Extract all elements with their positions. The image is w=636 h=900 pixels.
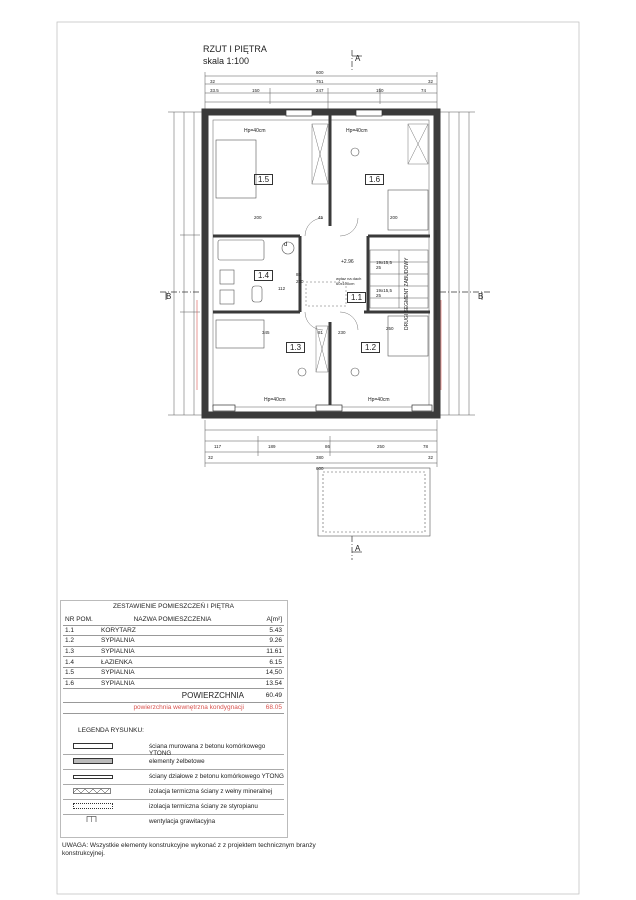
dim-inner-8: 250 — [386, 326, 394, 331]
room-tag-1-1: 1.1 — [347, 292, 366, 303]
legend-item — [63, 755, 284, 770]
table-row — [63, 667, 284, 678]
dim-inner-3: 200 — [390, 215, 398, 220]
dim-bottom-detail-5: 78 — [423, 444, 429, 449]
hp-label-bottom-right: Hp=40cm — [368, 397, 390, 403]
dim-top-mid-3: 32 — [428, 79, 434, 84]
drawing-title: RZUT I PIĘTRA — [203, 44, 267, 54]
total-row — [63, 689, 284, 703]
table-row — [63, 625, 284, 636]
dim-bottom-detail-1: 117 — [214, 444, 222, 449]
legend-item — [63, 815, 284, 829]
terrace-outline — [318, 468, 430, 536]
header-name: NAZWA POMIESZCZENIA — [99, 615, 246, 625]
legend-item — [63, 770, 284, 785]
cell-area: 13.54 — [246, 678, 284, 689]
section-a-top-label: A — [355, 54, 361, 63]
legend-item — [63, 800, 284, 815]
dim-top-mid-1: 32 — [210, 79, 216, 84]
header-area: A[m²] — [246, 615, 284, 625]
dim-top-mid-2: 751 — [316, 79, 324, 84]
cell-area: 11.61 — [246, 646, 284, 657]
hp-label-top-left: Hp=40cm — [244, 128, 266, 134]
room-table-header — [63, 615, 284, 625]
section-b-left-label: B — [166, 292, 172, 301]
cell-nr: 1.3 — [63, 646, 99, 657]
hp-label-bottom-left: Hp=40cm — [264, 397, 286, 403]
cell-nr: 1.1 — [63, 625, 99, 636]
dim-bottom-total: 600 — [316, 466, 324, 471]
table-row — [63, 636, 284, 647]
legend-text: ściany działowe z betonu komórkowego YTONG — [149, 773, 284, 780]
dim-bottom-mid-2: 380 — [316, 455, 324, 460]
dim-bottom-mid-3: 32 — [428, 455, 434, 460]
room-tag-1-3: 1.3 — [286, 342, 305, 353]
legend-symbol-concrete — [73, 758, 113, 764]
internal-area-label: powierzchnia wewnętrzna kondygnacji — [99, 703, 246, 714]
legend-text: elementy żelbetowe — [149, 758, 205, 765]
cell-area: 5.43 — [246, 625, 284, 636]
legend-symbol-ventilation — [73, 816, 111, 822]
table-row — [63, 646, 284, 657]
attic-hatch-label: wyłaz na dach 60x100cm — [336, 276, 362, 286]
dim-top-detail-1: 33.5 — [210, 88, 219, 93]
cell-nr: 1.4 — [63, 657, 99, 668]
dim-inner-9: 81 — [318, 330, 324, 335]
stair-label-1: 19x15,5 25 — [376, 260, 393, 270]
dim-top-total: 600 — [316, 70, 324, 75]
cell-name: SYPIALNIA — [99, 636, 246, 647]
section-line-a — [352, 50, 362, 560]
left-dimension-lines — [168, 112, 205, 415]
dim-inner-2: 45 — [318, 215, 324, 220]
dim-bottom-mid-1: 32 — [208, 455, 214, 460]
total-value: 60.49 — [246, 689, 284, 703]
room-tag-1-4: 1.4 — [254, 270, 273, 281]
table-row — [63, 678, 284, 689]
legend-text: izolacja termiczna ściany ze styropianu — [149, 803, 258, 810]
section-b-right-label: B — [478, 292, 484, 301]
dim-bottom-detail-2: 189 — [268, 444, 276, 449]
dim-bottom-detail-4: 250 — [377, 444, 385, 449]
dim-top-detail-3: 247 — [316, 88, 324, 93]
cell-area: 9.26 — [246, 636, 284, 647]
room-tag-1-6: 1.6 — [365, 174, 384, 185]
total-label: POWIERZCHNIA — [99, 689, 246, 703]
table-row — [63, 657, 284, 668]
dim-bottom-detail-3: 86 — [325, 444, 331, 449]
drawing-scale: skala 1:100 — [203, 56, 250, 66]
staircase — [370, 250, 428, 308]
legend-symbol-partition — [73, 775, 113, 779]
cell-name: ŁAZIENKA — [99, 657, 246, 668]
dim-top-detail-4: 150 — [376, 88, 384, 93]
dim-inner-7: 345 — [262, 330, 270, 335]
note-text: UWAGA: Wszystkie elementy konstrukcyjne wykonać z z projektem technicznym branży konstrukcyjnej. — [62, 842, 316, 857]
cell-nr: 1.5 — [63, 667, 99, 678]
legend-text: izolacja termiczna ściany z wełny mineralnej — [149, 788, 273, 795]
furniture-beds — [216, 140, 428, 356]
cell-area: 6.15 — [246, 657, 284, 668]
cell-name: SYPIALNIA — [99, 667, 246, 678]
neighbor-segment-label: DRUGI SEGMENT ZABUDOWY — [404, 257, 410, 330]
section-a-bottom-label: A — [355, 544, 361, 553]
dim-inner-6: 112 — [278, 286, 286, 291]
legend-symbol-styrofoam — [73, 803, 113, 809]
legend-text: wentylacja grawitacyjna — [149, 818, 216, 825]
legend-symbol-mineral-wool — [73, 788, 111, 794]
legend-symbol-masonry — [73, 743, 113, 749]
legend-title: LEGENDA RYSUNKU: — [78, 727, 144, 734]
room-table-title: ZESTAWIENIE POMIESZCZEŃ I PIĘTRA — [113, 603, 234, 610]
dim-inner-5: 200 — [296, 279, 304, 284]
level-mark: +2.96 — [341, 259, 354, 265]
room-tag-1-5: 1.5 — [254, 174, 273, 185]
hp-label-top-right: Hp=40cm — [346, 128, 368, 134]
room-table — [63, 615, 284, 714]
cell-area: 14,50 — [246, 667, 284, 678]
legend-text: ściana murowana z betonu komórkowego YTONG — [149, 743, 266, 757]
door-tag: d — [284, 242, 288, 248]
dim-top-detail-5: 74 — [421, 88, 427, 93]
cell-nr: 1.6 — [63, 678, 99, 689]
internal-area-row — [63, 703, 284, 714]
stair-label-2: 19x15,5 25 — [376, 288, 393, 298]
legend-item — [63, 740, 284, 755]
cell-name: KORYTARZ — [99, 625, 246, 636]
legend-item — [63, 785, 284, 800]
right-dimension-lines — [437, 112, 475, 415]
internal-area-value: 68.05 — [246, 703, 284, 714]
dim-inner-4: 80 — [296, 272, 302, 277]
dim-top-detail-2: 150 — [252, 88, 260, 93]
room-tag-1-2: 1.2 — [361, 342, 380, 353]
cell-nr: 1.2 — [63, 636, 99, 647]
door-swings — [305, 218, 358, 330]
dim-inner-1: 200 — [254, 215, 262, 220]
header-nr: NR POM. — [63, 615, 99, 625]
dim-inner-10: 230 — [338, 330, 346, 335]
cell-name: SYPIALNIA — [99, 646, 246, 657]
cell-name: SYPIALNIA — [99, 678, 246, 689]
